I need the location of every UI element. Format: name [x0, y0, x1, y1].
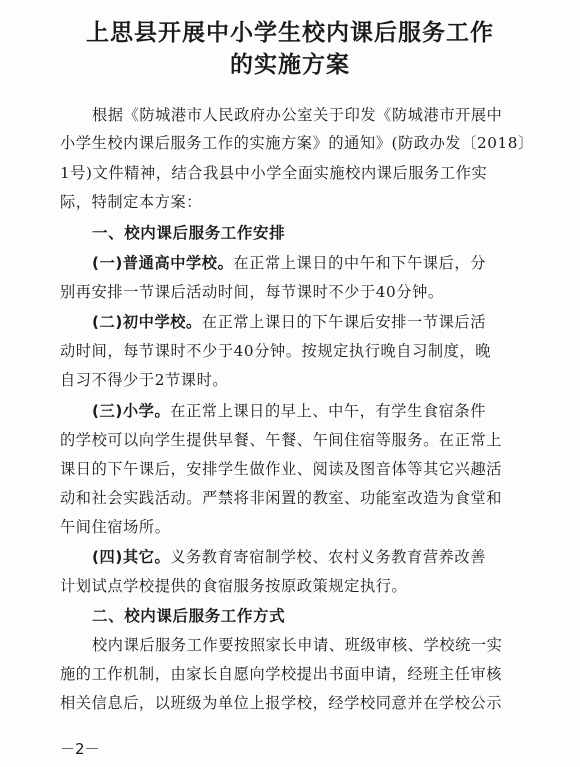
intro-line: 根据《防城港市人民政府办公室关于印发《防城港市开展中	[92, 106, 503, 124]
item4-line: 计划试点学校提供的食宿服务按原政策规定执行。	[60, 577, 408, 595]
item1-text: 在正常上课日的中午和下午课后，分	[233, 254, 486, 272]
item4-line	[92, 547, 520, 567]
section1-heading: 一、校内课后服务工作安排	[92, 224, 286, 242]
item2-line: 自习不得少于2节课时。	[60, 371, 229, 389]
item2-line: 动时间，每节课时不少于40分钟。按规定执行晚自习制度，晚	[60, 342, 492, 360]
item2-lead: (二)初中学校。	[92, 313, 202, 331]
item4-lead: (四)其它。	[92, 548, 171, 566]
intro-line: 际，特制定本方案：	[60, 193, 203, 211]
item3-lead: (三)小学。	[92, 402, 171, 420]
item3-line: 课日的下午课后，安排学生做作业、阅读及图音体等其它兴趣活	[60, 460, 503, 478]
section2-heading: 二、校内课后服务工作方式	[92, 607, 286, 625]
item3-text: 在正常上课日的早上、中午，有学生食宿条件	[170, 402, 486, 420]
section2-line: 相关信息后，以班级为单位上报学校，经学校同意并在学校公示	[60, 694, 503, 712]
item2-line	[92, 312, 520, 332]
item4-text: 义务教育寄宿制学校、农村义务教育营养改善	[170, 548, 486, 566]
item2-text: 在正常上课日的下午课后安排一节课后活	[201, 313, 486, 331]
item3-line: 午间住宿场所。	[60, 518, 171, 536]
item1-lead: (一)普通高中学校。	[92, 254, 234, 272]
document-title-line2: 的实施方案	[230, 52, 350, 78]
intro-line: 小学生校内课后服务工作的实施方案》的通知》(防政办发〔2018〕	[60, 134, 534, 152]
section2-line: 校内课后服务工作要按照家长申请、班级审核、学校统一实	[92, 636, 503, 654]
item3-line: 动和社会实践活动。严禁将非闲置的教室、功能室改造为食堂和	[60, 489, 503, 507]
section2-line: 施的工作机制，由家长自愿向学校提出书面申请，经班主任审核	[60, 665, 503, 683]
intro-line: 1号)文件精神，结合我县中小学全面实施校内课后服务工作实	[60, 164, 488, 182]
item1-line: 别再安排一节课后活动时间，每节课时不少于40分钟。	[60, 283, 444, 301]
item1-line	[92, 253, 520, 273]
page-number: －2－	[60, 740, 100, 758]
item3-line: 的学校可以向学生提供早餐、午餐、午间住宿等服务。在正常上	[60, 431, 503, 449]
item3-line	[92, 401, 520, 421]
document-title-line1: 上思县开展中小学生校内课后服务工作	[86, 20, 494, 46]
